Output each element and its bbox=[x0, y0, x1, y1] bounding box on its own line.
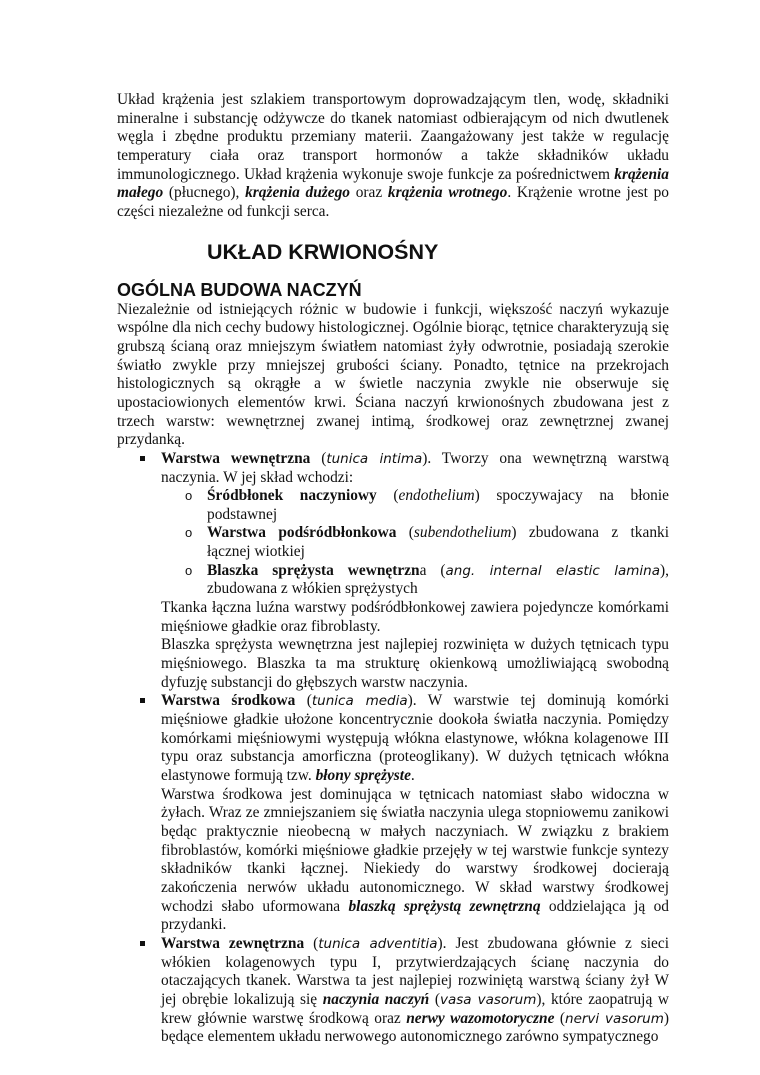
circle-bullet-icon: o bbox=[185, 488, 193, 504]
layer-name: Warstwa zewnętrzna bbox=[161, 934, 305, 952]
sublist-item bbox=[185, 487, 669, 524]
text: ) zbudowana z tkanki łącznej wiotkiej bbox=[207, 524, 669, 561]
circle-bullet-icon: o bbox=[185, 525, 193, 541]
text: ), zbudowana z włókien sprężystych bbox=[207, 561, 669, 598]
sublist-item bbox=[185, 561, 669, 599]
layer-description: ). Tworzy ona wewnętrzną warstwą naczynia. W jej skład wchodzi: bbox=[161, 449, 669, 486]
intro-text: Układ krążenia jest szlakiem transportowym doprowadzającym tlen, wodę, składniki mineralne i substancję odżywcze do tkanek natomiast odbierającym od nich dwutlenek węgla i zbędne produktu przemiany materii. Zaangażowany jest także w regulację temperatury ciała oraz transport hormonów a także składników układu immunologicznego. Układ krążenia wykonuje swoje funkcje za pośrednictwem bbox=[117, 91, 669, 183]
circle-bullet-icon: o bbox=[185, 562, 193, 578]
layer-name: Warstwa środkowa bbox=[161, 692, 296, 710]
sublist bbox=[161, 487, 669, 599]
latin-term: tunica media bbox=[311, 693, 408, 710]
document-page bbox=[117, 91, 669, 1047]
sublist-item-text bbox=[207, 524, 669, 561]
text: ( bbox=[554, 1009, 566, 1027]
text: ( bbox=[396, 524, 414, 542]
latin-term: ang. internal elastic lamina bbox=[445, 562, 661, 579]
note-paragraph bbox=[161, 786, 669, 935]
list-item-middle-layer bbox=[161, 692, 669, 935]
text: . bbox=[410, 767, 415, 784]
term: nerwy wazomotoryczne bbox=[406, 1009, 555, 1027]
text: Warstwa środkowa jest dominująca w tętnicach natomiast słabo widoczna w żyłach. Wraz ze zmniejszaniem się światła naczynia ulega stopniowemu zanikowi będąc praktycznie nieobecną w małych naczyniach. W związku z brakiem fibroblastów, komórki mięśniowe gładkie przejęły w tej warstwie funkcje syntezy składników tkanki łącznej. Niekiedy do warstwy środkowej docierają zakończenia nerwów układu autonomicznego. W skład warstwy środkowej wchodzi słabo uformowana bbox=[161, 785, 669, 915]
term-portal-circulation: krążenia wrotnego bbox=[387, 184, 508, 202]
text: ). Jest zbudowana głównie z sieci włókien kolagenowych typu I, przytwierdzających ścianę naczynia do otaczających tkanek. Warstwa ta jest najlepiej rozwiniętą warstwą ściany żył W jej obrębie lokalizują się bbox=[161, 934, 669, 1008]
square-bullet-icon bbox=[140, 698, 145, 703]
text: ) spoczywajacy na błonie podstawnej bbox=[207, 487, 669, 523]
latin-term: tunica intima bbox=[326, 450, 423, 467]
term: Blaszka sprężysta wewnętrzn bbox=[207, 561, 420, 579]
list-item-text: Warstwa wewnętrzna (tunica intima). Tworzy ona wewnętrzną warstwą naczynia. W jej skład wchodzi: bbox=[161, 449, 669, 486]
term-small-circulation: krążenia małego bbox=[117, 165, 669, 202]
intro-text: . Krążenie wrotne jest po części niezależne od funkcji serca. bbox=[117, 184, 670, 220]
note-paragraph: Tkanka łączna luźna warstwy podśródbłonkowej zawiera pojedyncze komórkami mięśniowe gładkie oraz fibroblasty. bbox=[161, 599, 669, 635]
term: naczynia naczyń bbox=[322, 990, 430, 1008]
intro-paragraph bbox=[117, 91, 669, 222]
text: ) będące elementem układu nerwowego autonomicznego zarówno sympatycznego bbox=[161, 1009, 670, 1046]
text: oddzielająca ją od przydanki. bbox=[161, 897, 669, 934]
sublist-item-text bbox=[207, 487, 669, 524]
square-bullet-icon bbox=[140, 456, 145, 461]
layer-description: ). W warstwie tej dominują komórki mięśniowe gładkie ułożone koncentrycznie dookoła światła naczynia. Pomiędzy komórkami mięśniowymi występują włókna elastynowe, włókna kolagenowe III typu oraz substancja amorficzna (proteoglikany). W dużych tętnicach włókna elastynowe formują tzw. bbox=[161, 692, 669, 784]
text: ( bbox=[429, 990, 440, 1008]
term: Warstwa podśródbłonkowa bbox=[207, 524, 397, 542]
term: błony sprężyste bbox=[315, 767, 411, 784]
layer-name: Warstwa wewnętrzna bbox=[161, 449, 311, 467]
list-item-inner-layer bbox=[161, 450, 669, 693]
note-paragraph: Blaszka sprężysta wewnętrzna jest najlepiej rozwinięta w dużych tętnicach typu mięśniowego. Blaszka ta ma strukturę okienkową umożliwiającą swobodną dyfuzję substancji do głębszych warstw naczynia. bbox=[161, 636, 669, 691]
list-item-outer-layer bbox=[161, 935, 669, 1047]
latin-term: vasa vasorum bbox=[439, 991, 537, 1008]
latin-term: subendothelium bbox=[413, 524, 512, 542]
section-paragraph: Niezależnie od istniejących różnic w budowie i funkcji, większość naczyń wykazuje wspólne dla nich cechy budowy histologicznej. Ogólnie biorąc, tętnice charakteryzują się grubszą ścianą oraz mniejszym światłem natomiast żyły odwrotnie, posiadają szerokie światło zwykle przy mniejszej grubości ściany. Ponadto, tętnice na przekrojach histologicznych są okrągłe a w świetle naczynia zwykle nie obserwuje się upostaciowionych elementów krwi. Ściana naczyń krwionośnych zbudowana jest z trzech warstw: wewnętrznej zwanej intimą, środkowej oraz zewnętrznej zwanej przydanką. bbox=[117, 300, 669, 449]
layers-list bbox=[117, 450, 669, 1047]
section-heading: OGÓLNA BUDOWA NACZYŃ bbox=[117, 279, 362, 300]
term: Śródbłonek naczyniowy bbox=[207, 487, 377, 505]
text: ( bbox=[376, 487, 399, 505]
intro-text: (płucnego), bbox=[163, 184, 246, 202]
list-item-text: Warstwa zewnętrzna (tunica adventitia). Jest zbudowana głównie z sieci włókien kolagenowych typu I, przytwierdzających ścianę naczynia do otaczających tkanek. Warstwa ta jest najlepiej rozwiniętą warstwą ściany żył W jej obrębie lokalizują się naczynia naczyń (vasa vasorum), które zaopatrują w krew głównie warstwę środkową oraz nerwy wazomotoryczne (nervi vasorum) będące elementem układu nerwowego autonomicznego zarówno sympatycznego bbox=[161, 934, 670, 1046]
list-item-text: Warstwa środkowa (tunica media). W warstwie tej dominują komórki mięśniowe gładkie ułożone koncentrycznie dookoła światła naczynia. Pomiędzy komórkami mięśniowymi występują włókna elastynowe, włókna kolagenowe III typu oraz substancja amorficzna (proteoglikany). W dużych tętnicach włókna elastynowe formują tzw. błony sprężyste. bbox=[161, 692, 669, 784]
page-title: UKŁAD KRWIONOŚNY bbox=[207, 239, 439, 264]
sublist-item bbox=[185, 524, 669, 561]
term-large-circulation: krążenia dużego bbox=[245, 184, 350, 202]
latin-term: nervi vasorum bbox=[565, 1010, 664, 1027]
square-bullet-icon bbox=[140, 941, 145, 946]
text: ), które zaopatrują w krew głównie warstwę środkową oraz bbox=[161, 990, 670, 1027]
text: a ( bbox=[419, 561, 446, 579]
sublist-item-text bbox=[207, 562, 669, 599]
term: blaszką sprężystą zewnętrzną bbox=[348, 897, 541, 915]
intro-text: oraz bbox=[350, 184, 388, 202]
latin-term: tunica adventitia bbox=[318, 935, 438, 952]
latin-term: endothelium bbox=[398, 487, 475, 505]
